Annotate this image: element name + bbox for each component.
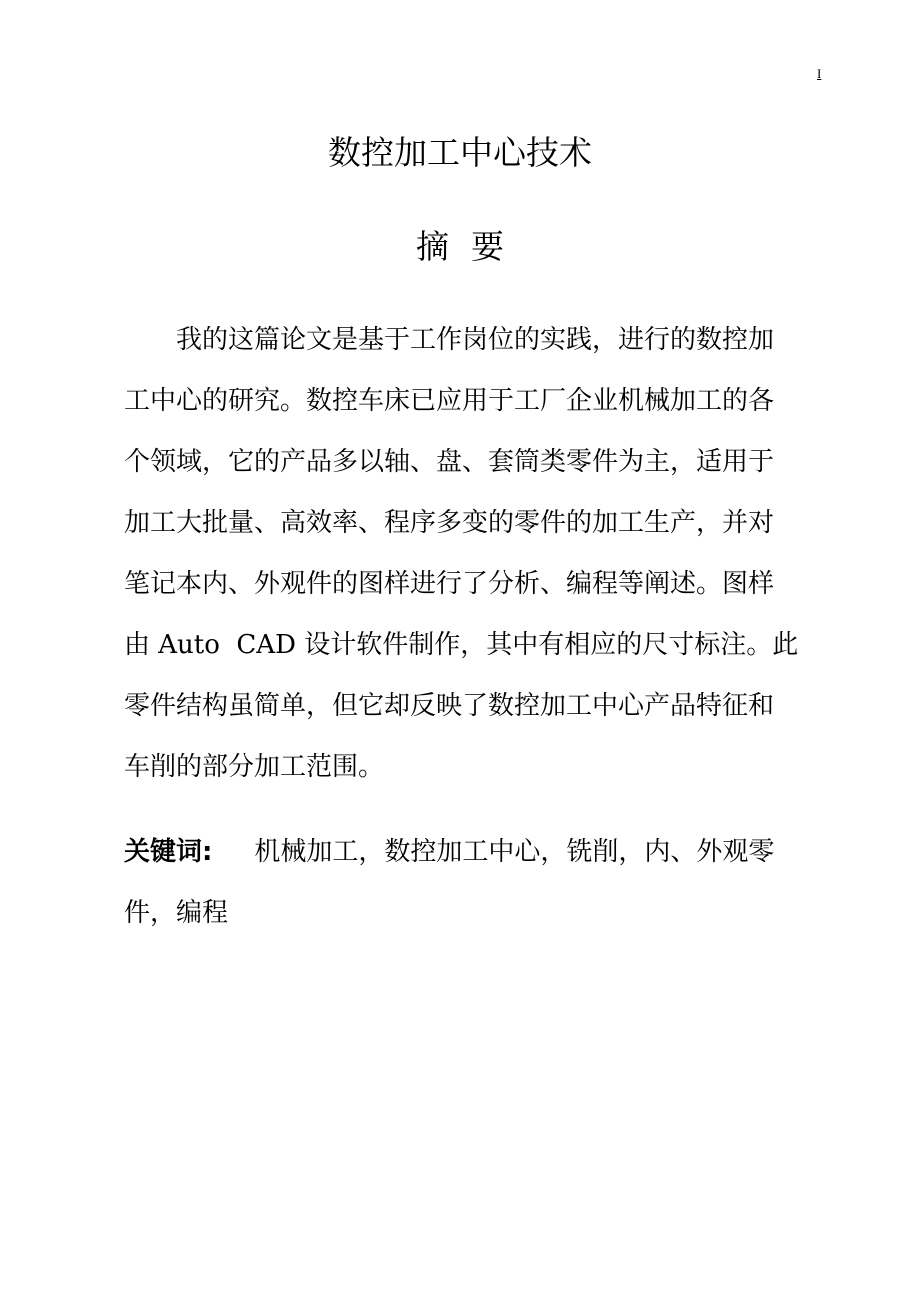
keywords-section xyxy=(124,822,824,944)
abstract-line: 零件结构虽简单，但它却反映了数控加工中心产品特征和 xyxy=(124,691,775,721)
abstract-line: 车削的部分加工范围。 xyxy=(124,752,385,782)
keywords-text: 机械加工，数控加工中心，铣削，内、外观零件，编程 xyxy=(124,837,775,928)
abstract-line: 由 Auto CAD 设计软件制作，其中有相应的尺寸标注。此 xyxy=(124,630,799,660)
document-title: 数控加工中心技术 xyxy=(328,133,592,172)
abstract-line: 我的这篇论文是基于工作岗位的实践，进行的数控加 xyxy=(176,325,775,355)
page-number: I xyxy=(817,66,822,81)
abstract-line: 个领域，它的产品多以轴、盘、套筒类零件为主，适用于 xyxy=(124,447,775,477)
abstract-line: 工中心的研究。数控车床已应用于工厂企业机械加工的各 xyxy=(124,386,775,416)
abstract-body xyxy=(124,310,824,798)
keywords-label: 关键词: xyxy=(124,837,213,867)
abstract-line: 加工大批量、高效率、程序多变的零件的加工生产，并对 xyxy=(124,508,775,538)
abstract-line: 笔记本内、外观件的图样进行了分析、编程等阐述。图样 xyxy=(124,569,775,599)
abstract-heading: 摘要 xyxy=(416,227,526,266)
